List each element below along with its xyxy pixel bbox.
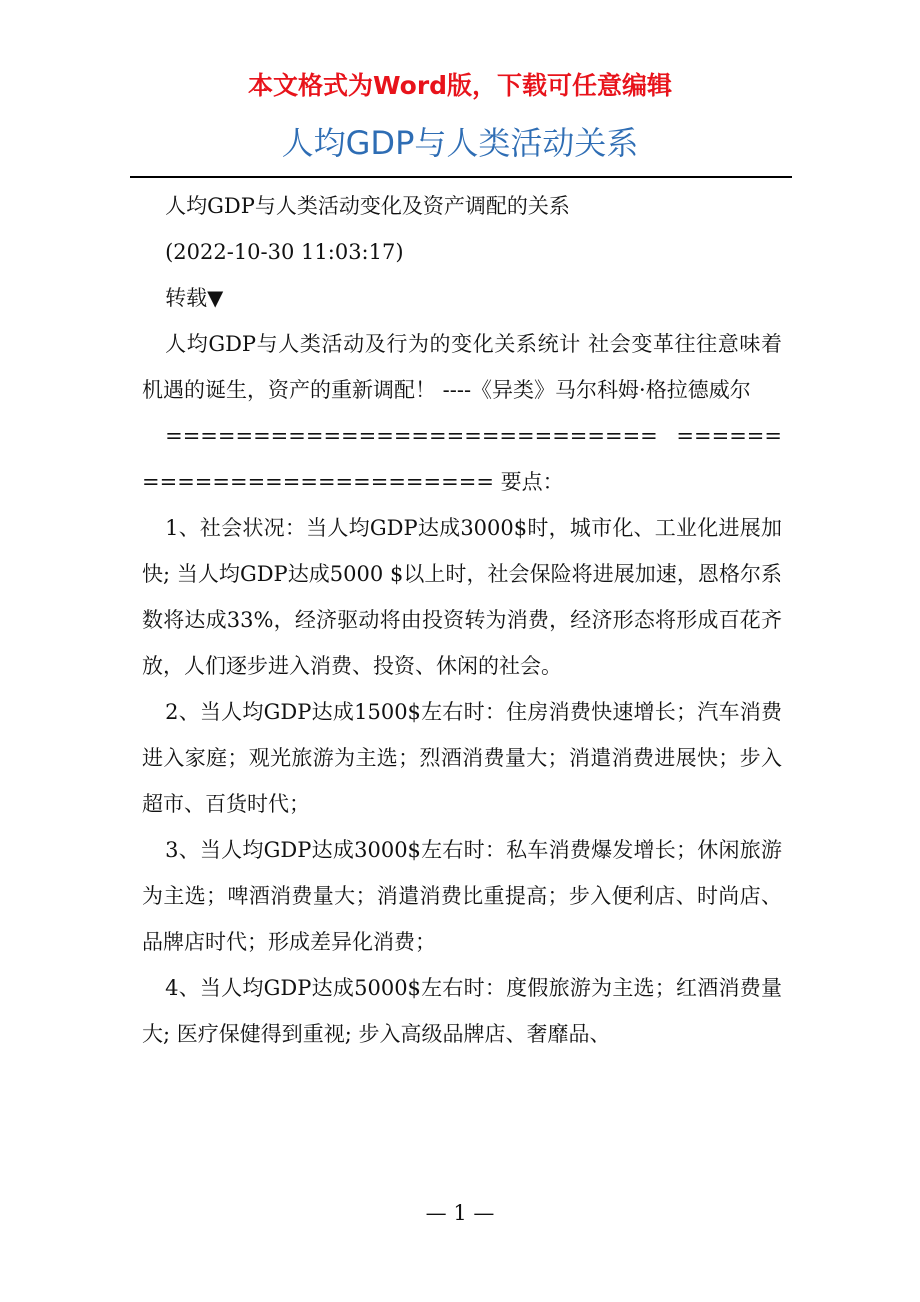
article-heading: 人均GDP与人类活动变化及资产调配的关系: [165, 194, 570, 218]
document-body: [142, 183, 782, 1057]
intro-paragraph: 人均GDP与人类活动及行为的变化关系统计 社会变革往往意味着机遇的诞生，资产的重新调配！ ----《异类》马尔科姆·格拉德威尔: [142, 332, 782, 402]
paragraph-point-3: 3、当人均GDP达成3000$左右时：私车消费爆发增长；休闲旅游为主选；啤酒消费量大；消遣消费比重提高；步入便利店、时尚店、品牌店时代；形成差异化消费；: [142, 838, 782, 954]
paragraph-point-2: 2、当人均GDP达成1500$左右时：住房消费快速增长；汽车消费进入家庭；观光旅游为主选；烈酒消费量大；消遣消费进展快；步入超市、百货时代；: [142, 700, 782, 816]
repost-label: 转载▼: [165, 286, 224, 310]
article-timestamp: (2022-10-30 11:03:17): [165, 240, 404, 264]
separator-key-points: ============================ ========================== 要点：: [142, 424, 782, 494]
page-title: 人均GDP与人类活动关系: [281, 124, 639, 162]
paragraph-point-1: 1、社会状况：当人均GDP达成3000$时，城市化、工业化进展加快; 当人均GDP达成5000 $以上时，社会保险将进展加速，恩格尔系数将达成33%，经济驱动将由投资转为消费，经济形态将形成百花齐放，人们逐步进入消费、投资、休闲的社会。: [142, 516, 782, 678]
title-divider: [130, 176, 792, 178]
paragraph-point-4: 4、当人均GDP达成5000$左右时：度假旅游为主选；红酒消费量大; 医疗保健得到重视; 步入高级品牌店、奢靡品、: [142, 976, 782, 1046]
download-banner: 本文格式为Word版，下载可任意编辑: [247, 71, 673, 100]
page-number: — 1 —: [425, 1201, 495, 1225]
